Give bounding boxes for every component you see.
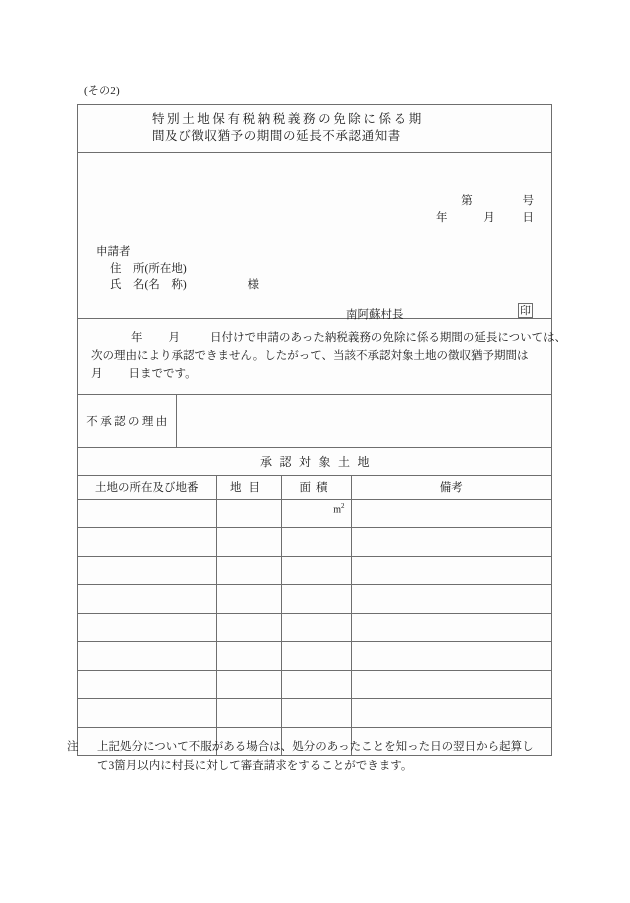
table-row: [78, 699, 551, 728]
title-band: [78, 105, 551, 153]
column-header-note: [351, 476, 551, 499]
body-end-month-label: 月: [91, 368, 103, 380]
table-row: [78, 556, 551, 585]
footer-note-line-1: 上記処分について不服がある場合は、処分のあったことを知った日の翌日から起算し: [97, 741, 534, 753]
footer-note-line-2: て3箇月以内に村長に対して審査請求をすることができます。: [97, 760, 413, 772]
applicant-honorific: 様: [247, 279, 260, 291]
document-number-label: 第: [461, 195, 473, 207]
body-line-1: [91, 329, 567, 347]
reason-label: 不承認の理由: [78, 395, 177, 447]
applicant-name-label: 氏 名(名 称): [110, 279, 187, 291]
cell-note[interactable]: [351, 613, 551, 642]
body-line-3-tail: 日までです。: [128, 368, 197, 380]
applicant-name-row: [96, 277, 259, 294]
cell-location[interactable]: [78, 699, 216, 728]
form-frame: [77, 104, 567, 756]
table-row: [78, 528, 551, 557]
column-header-location: 土地の所在及び地番: [78, 476, 216, 499]
cell-location[interactable]: [78, 528, 216, 557]
cell-note[interactable]: [351, 528, 551, 557]
cell-note[interactable]: [351, 556, 551, 585]
cell-category[interactable]: [216, 642, 281, 671]
table-row: [78, 670, 551, 699]
seal-icon: 印: [520, 305, 531, 317]
body-line-2: 次の理由により承認できません。したがって、当該不承認対象土地の徴収猶予期間は: [91, 350, 529, 362]
body-line-3: [91, 365, 538, 383]
body-month-label: 月: [168, 332, 180, 344]
area-unit-label: $m^2$: [333, 501, 345, 515]
footer-note: [67, 738, 567, 776]
table-row: [78, 613, 551, 642]
cell-note[interactable]: [351, 670, 551, 699]
column-header-note-text: 備考: [439, 482, 463, 495]
cell-note[interactable]: [351, 699, 551, 728]
cell-category[interactable]: [216, 613, 281, 642]
cell-area[interactable]: [281, 642, 351, 671]
body-band: [78, 319, 567, 395]
land-table-header-row: [78, 476, 551, 499]
cell-location[interactable]: [78, 642, 216, 671]
issuing-authority: 南阿蘇村長: [346, 309, 404, 321]
cell-category[interactable]: [216, 528, 281, 557]
cell-area[interactable]: [281, 556, 351, 585]
date-year-label: 年: [436, 212, 448, 224]
cell-note[interactable]: [351, 642, 551, 671]
applicant-block: [96, 244, 259, 294]
column-header-area: 面積: [281, 476, 351, 499]
body-year-label: 年: [131, 332, 143, 344]
cell-area[interactable]: [281, 499, 351, 528]
cell-area[interactable]: [281, 585, 351, 614]
cell-category[interactable]: [216, 499, 281, 528]
target-section-heading: 承認対象土地: [78, 448, 551, 476]
form-title-line-1: 特別土地保有税納税義務の免除に係る期: [152, 112, 424, 126]
reason-row: [78, 395, 551, 448]
footer-note-mark: 注: [67, 741, 79, 753]
cell-category[interactable]: [216, 670, 281, 699]
reason-input-area[interactable]: [177, 395, 551, 447]
header-band: [78, 153, 551, 319]
cell-area[interactable]: [281, 699, 351, 728]
cell-location[interactable]: [78, 585, 216, 614]
document-number-block: [436, 193, 534, 227]
form-caption: (その2): [84, 85, 120, 97]
document-number-row: [436, 193, 534, 210]
cell-note[interactable]: [351, 585, 551, 614]
cell-location[interactable]: [78, 670, 216, 699]
cell-category[interactable]: [216, 699, 281, 728]
column-header-category: 地目: [216, 476, 281, 499]
body-line-1-tail: 日付けで申請のあった納税義務の免除に係る期間の延長については、: [210, 332, 567, 344]
cell-area[interactable]: [281, 528, 351, 557]
issue-date-row: [436, 210, 534, 227]
land-table: [78, 476, 551, 756]
table-row: [78, 499, 551, 528]
date-day-label: 日: [522, 212, 534, 224]
land-table-body: [78, 499, 551, 756]
cell-category[interactable]: [216, 585, 281, 614]
cell-location[interactable]: [78, 613, 216, 642]
applicant-section-label: 申請者: [96, 246, 131, 258]
cell-note[interactable]: [351, 499, 551, 528]
cell-area[interactable]: [281, 670, 351, 699]
table-row: [78, 585, 551, 614]
cell-location[interactable]: [78, 499, 216, 528]
cell-location[interactable]: [78, 556, 216, 585]
table-row: [78, 642, 551, 671]
cell-category[interactable]: [216, 556, 281, 585]
cell-area[interactable]: [281, 613, 351, 642]
form-title-line-2: 間及び徴収猶予の期間の延長不承認通知書: [152, 129, 401, 143]
applicant-address-label: 住 所(所在地): [110, 262, 187, 275]
date-month-label: 月: [483, 212, 495, 224]
document-number-suffix: 号: [522, 195, 534, 207]
